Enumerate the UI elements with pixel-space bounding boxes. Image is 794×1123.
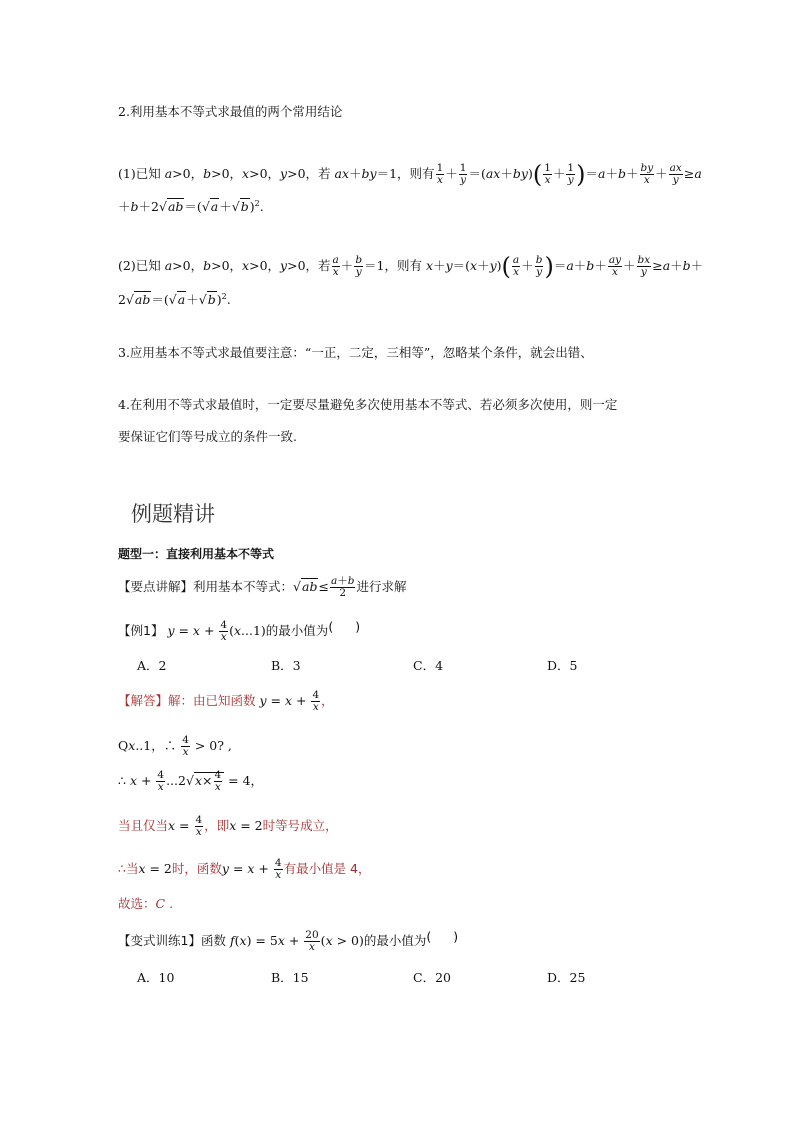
para-4-line2: 要保证它们等号成立的条件一致. xyxy=(118,429,297,444)
answer-then-2: 时，函数 xyxy=(171,861,222,876)
conclusion-2-line2: $2√ab=(√a+√b)^2$. xyxy=(118,292,231,308)
variant-1-fn: 函数 xyxy=(200,933,226,948)
answer-line-3: ∴ x + $\frac{4}{x}$ ...2√x× $\frac{4}{x}$ = 4， xyxy=(118,769,264,793)
example-1-line: 【例1】 y = x + $\frac{4}{x}$ (x...1)的最小值为( ) xyxy=(118,619,361,643)
answer-when-3: 时等号成立， xyxy=(262,818,338,833)
ex1-option-b[interactable]: B．3 xyxy=(271,658,301,673)
answer-intro: 解：由已知函数 xyxy=(168,693,256,708)
key-point-end: 进行求解 xyxy=(356,579,407,594)
answer-then-3: 有最小值是 4， xyxy=(283,861,371,876)
para-2-title: 2.利用基本不等式求最值的两个常用结论 xyxy=(118,104,343,119)
answer-choice-letter: C xyxy=(155,896,166,911)
var1-option-b[interactable]: B．15 xyxy=(271,970,309,985)
answer-line-6: 故选：C . xyxy=(118,896,174,911)
answer-then: ∴当 xyxy=(118,861,139,876)
answer-label: 【解答】 xyxy=(118,693,169,708)
ex1-option-c[interactable]: C．4 xyxy=(413,658,444,673)
variant-1-text: 的最小值为 xyxy=(363,933,427,948)
type1-heading: 题型一：直接利用基本不等式 xyxy=(118,547,275,561)
conclusion-1-line1: (1)已知 a>0，b>0，x>0，y>0，若 ax＋by＝1，则有 $\frac{1}{x}$ ＋ $\frac{1}{y}$ ＝(ax＋by)( $\frac{1}{x}$ ＋ $\frac{1}{y}$ )＝a＋b＋ $\frac{by}{x}$ ＋ $\frac{ax}{y}$ ≥a xyxy=(118,160,702,189)
answer-line-2: Qx..1，∴ $\frac{4}{x}$ > 0? , xyxy=(118,734,232,758)
key-point-text: 利用基本不等式： xyxy=(193,579,294,594)
section-heading: 例题精讲 xyxy=(131,502,215,526)
var1-option-c[interactable]: C．20 xyxy=(413,970,451,985)
answer-when-2: ，即 xyxy=(204,818,230,833)
conclusion-2-line1: (2)已知 a>0，b>0，x>0，y>0，若 $\frac{a}{x}$ ＋ $\frac{b}{y}$ ＝1，则有 x＋y＝(x＋y)( $\frac{a}{x}$ ＋ $\frac{b}{y}$ )＝a＋b＋ $\frac{ay}{x}$ ＋ $\frac{bx}{y}$ ≥a＋b＋ xyxy=(118,252,704,281)
key-point-label: 【要点讲解】 xyxy=(118,579,194,594)
answer-line-1: 【解答】解：由已知函数 y = x + $\frac{4}{x}$ ， xyxy=(118,689,334,713)
key-point-line: 【要点讲解】利用基本不等式：√ab≤ a＋b 2 进行求解 xyxy=(118,575,407,599)
ex1-option-a[interactable]: A．2 xyxy=(137,658,167,673)
answer-line-5: ∴当x = 2时，函数y = x + $\frac{4}{x}$ 有最小值是 4， xyxy=(118,857,371,881)
var1-option-d[interactable]: D．25 xyxy=(547,970,586,985)
variant-1-label: 【变式训练1】 xyxy=(118,933,201,948)
para-3: 3.应用基本不等式求最值要注意：“一正，二定，三相等”，忽略某个条件，就会出错、 xyxy=(118,345,593,360)
answer-when: 当且仅当 xyxy=(118,818,169,833)
conclusion-1-line2: $+b+2√ab=(√a+√b)^2$. xyxy=(118,199,264,215)
variant-1-line: 【变式训练1】函数 f(x) = 5x + $\frac{20}{x}$ (x > 0)的最小值为( ) xyxy=(118,929,459,953)
answer-choice: 故选： xyxy=(118,896,156,911)
example-1-text: 的最小值为 xyxy=(265,623,329,638)
ex1-option-d[interactable]: D．5 xyxy=(547,658,578,673)
answer-line-4: 当且仅当x = $\frac{4}{x}$ ，即x = 2时等号成立， xyxy=(118,814,338,838)
var1-option-a[interactable]: A．10 xyxy=(137,970,175,985)
example-1-label: 【例1】 xyxy=(118,623,164,638)
para-4-line1: 4.在利用不等式求最值时，一定要尽量避免多次使用基本不等式、若必须多次使用，则一定 xyxy=(118,397,618,412)
